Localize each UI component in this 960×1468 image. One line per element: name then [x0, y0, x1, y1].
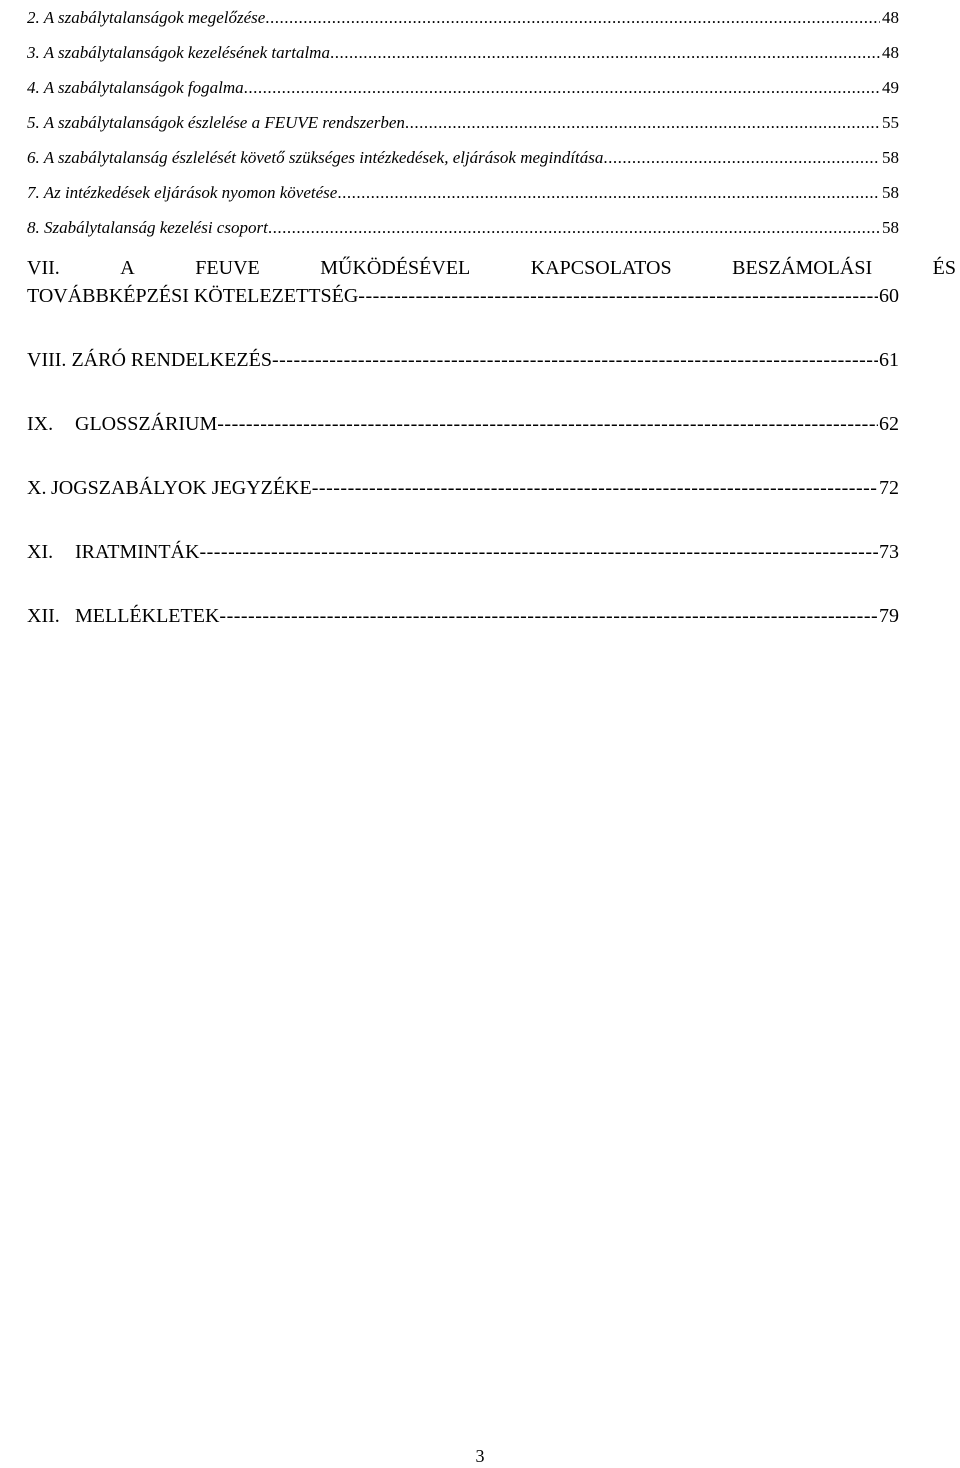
- toc-entry-label: 5. A szabálytalanságok észlelése a FEUVE rendszerben: [27, 113, 405, 132]
- toc-section-viii[interactable]: [27, 346, 899, 374]
- toc-entry-page: 73: [879, 541, 899, 563]
- section-vii-word: BESZÁMOLÁSI: [732, 257, 873, 279]
- toc-entry-label: ZÁRÓ RENDELKEZÉS: [71, 349, 272, 371]
- toc-entry-page: 55: [882, 113, 899, 132]
- toc-entry-2[interactable]: [27, 0, 899, 35]
- toc-entry-label: 3. A szabálytalanságok kezelésének tartalma: [27, 43, 330, 62]
- toc-entry-number: VIII.: [27, 349, 67, 371]
- section-vii-second-line: [27, 282, 899, 310]
- toc-entry-label: IRATMINTÁK: [75, 541, 200, 563]
- toc-entry-page: 60: [879, 285, 899, 307]
- toc-entry-page: 72: [879, 477, 899, 499]
- toc-entry-page: 58: [882, 148, 899, 167]
- toc-section-xii[interactable]: [27, 602, 899, 630]
- toc-entry-page: 58: [882, 218, 899, 237]
- toc-entry-5[interactable]: [27, 105, 899, 140]
- table-of-contents: [27, 0, 956, 630]
- toc-entry-label: 8. Szabálytalanság kezelési csoport: [27, 218, 268, 237]
- toc-entry-page: 61: [879, 349, 899, 371]
- toc-section-x[interactable]: [27, 474, 899, 502]
- toc-entry-page: 49: [882, 78, 899, 97]
- section-vii-word: ÉS: [932, 257, 956, 279]
- toc-entry-7[interactable]: [27, 175, 899, 210]
- section-vii-word: MŰKÖDÉSÉVEL: [320, 257, 471, 279]
- toc-entry-4[interactable]: [27, 70, 899, 105]
- section-vii-word: KAPCSOLATOS: [530, 257, 672, 279]
- toc-entry-label: TOVÁBBKÉPZÉSI KÖTELEZETTSÉG: [27, 285, 359, 307]
- section-vii-word: FEUVE: [195, 257, 260, 279]
- toc-entry-label: MELLÉKLETEK: [75, 605, 220, 627]
- toc-entry-page: 48: [882, 8, 899, 27]
- toc-entry-label: 6. A szabálytalanság észlelését követő szükséges intézkedések, eljárások megindítása: [27, 148, 604, 167]
- toc-entry-page: 48: [882, 43, 899, 62]
- toc-entry-page: 58: [882, 183, 899, 202]
- toc-entry-label: JOGSZABÁLYOK JEGYZÉKE: [51, 477, 312, 499]
- toc-section-ix[interactable]: [27, 410, 899, 438]
- toc-entry-page: 62: [879, 413, 899, 435]
- toc-entry-label: 4. A szabálytalanságok fogalma: [27, 78, 244, 97]
- toc-entry-number: XII.: [27, 605, 60, 627]
- toc-entry-number: IX.: [27, 413, 54, 435]
- toc-entry-label: GLOSSZÁRIUM: [75, 413, 218, 435]
- section-vii-word: A: [120, 257, 135, 279]
- section-vii-word: VII.: [27, 257, 60, 279]
- toc-section-xi[interactable]: [27, 538, 899, 566]
- toc-entry-page: 79: [879, 605, 899, 627]
- toc-entry-number: X.: [27, 477, 47, 499]
- toc-section-vii[interactable]: [27, 254, 956, 310]
- toc-entry-6[interactable]: [27, 140, 899, 175]
- toc-entry-label: 7. Az intézkedések eljárások nyomon követése: [27, 183, 338, 202]
- toc-entry-8[interactable]: [27, 210, 899, 245]
- page-number: 3: [475, 1446, 485, 1466]
- section-vii-title-line: [27, 254, 956, 282]
- toc-entry-label: 2. A szabálytalanságok megelőzése: [27, 8, 266, 27]
- toc-entry-3[interactable]: [27, 35, 899, 70]
- toc-entry-number: XI.: [27, 541, 54, 563]
